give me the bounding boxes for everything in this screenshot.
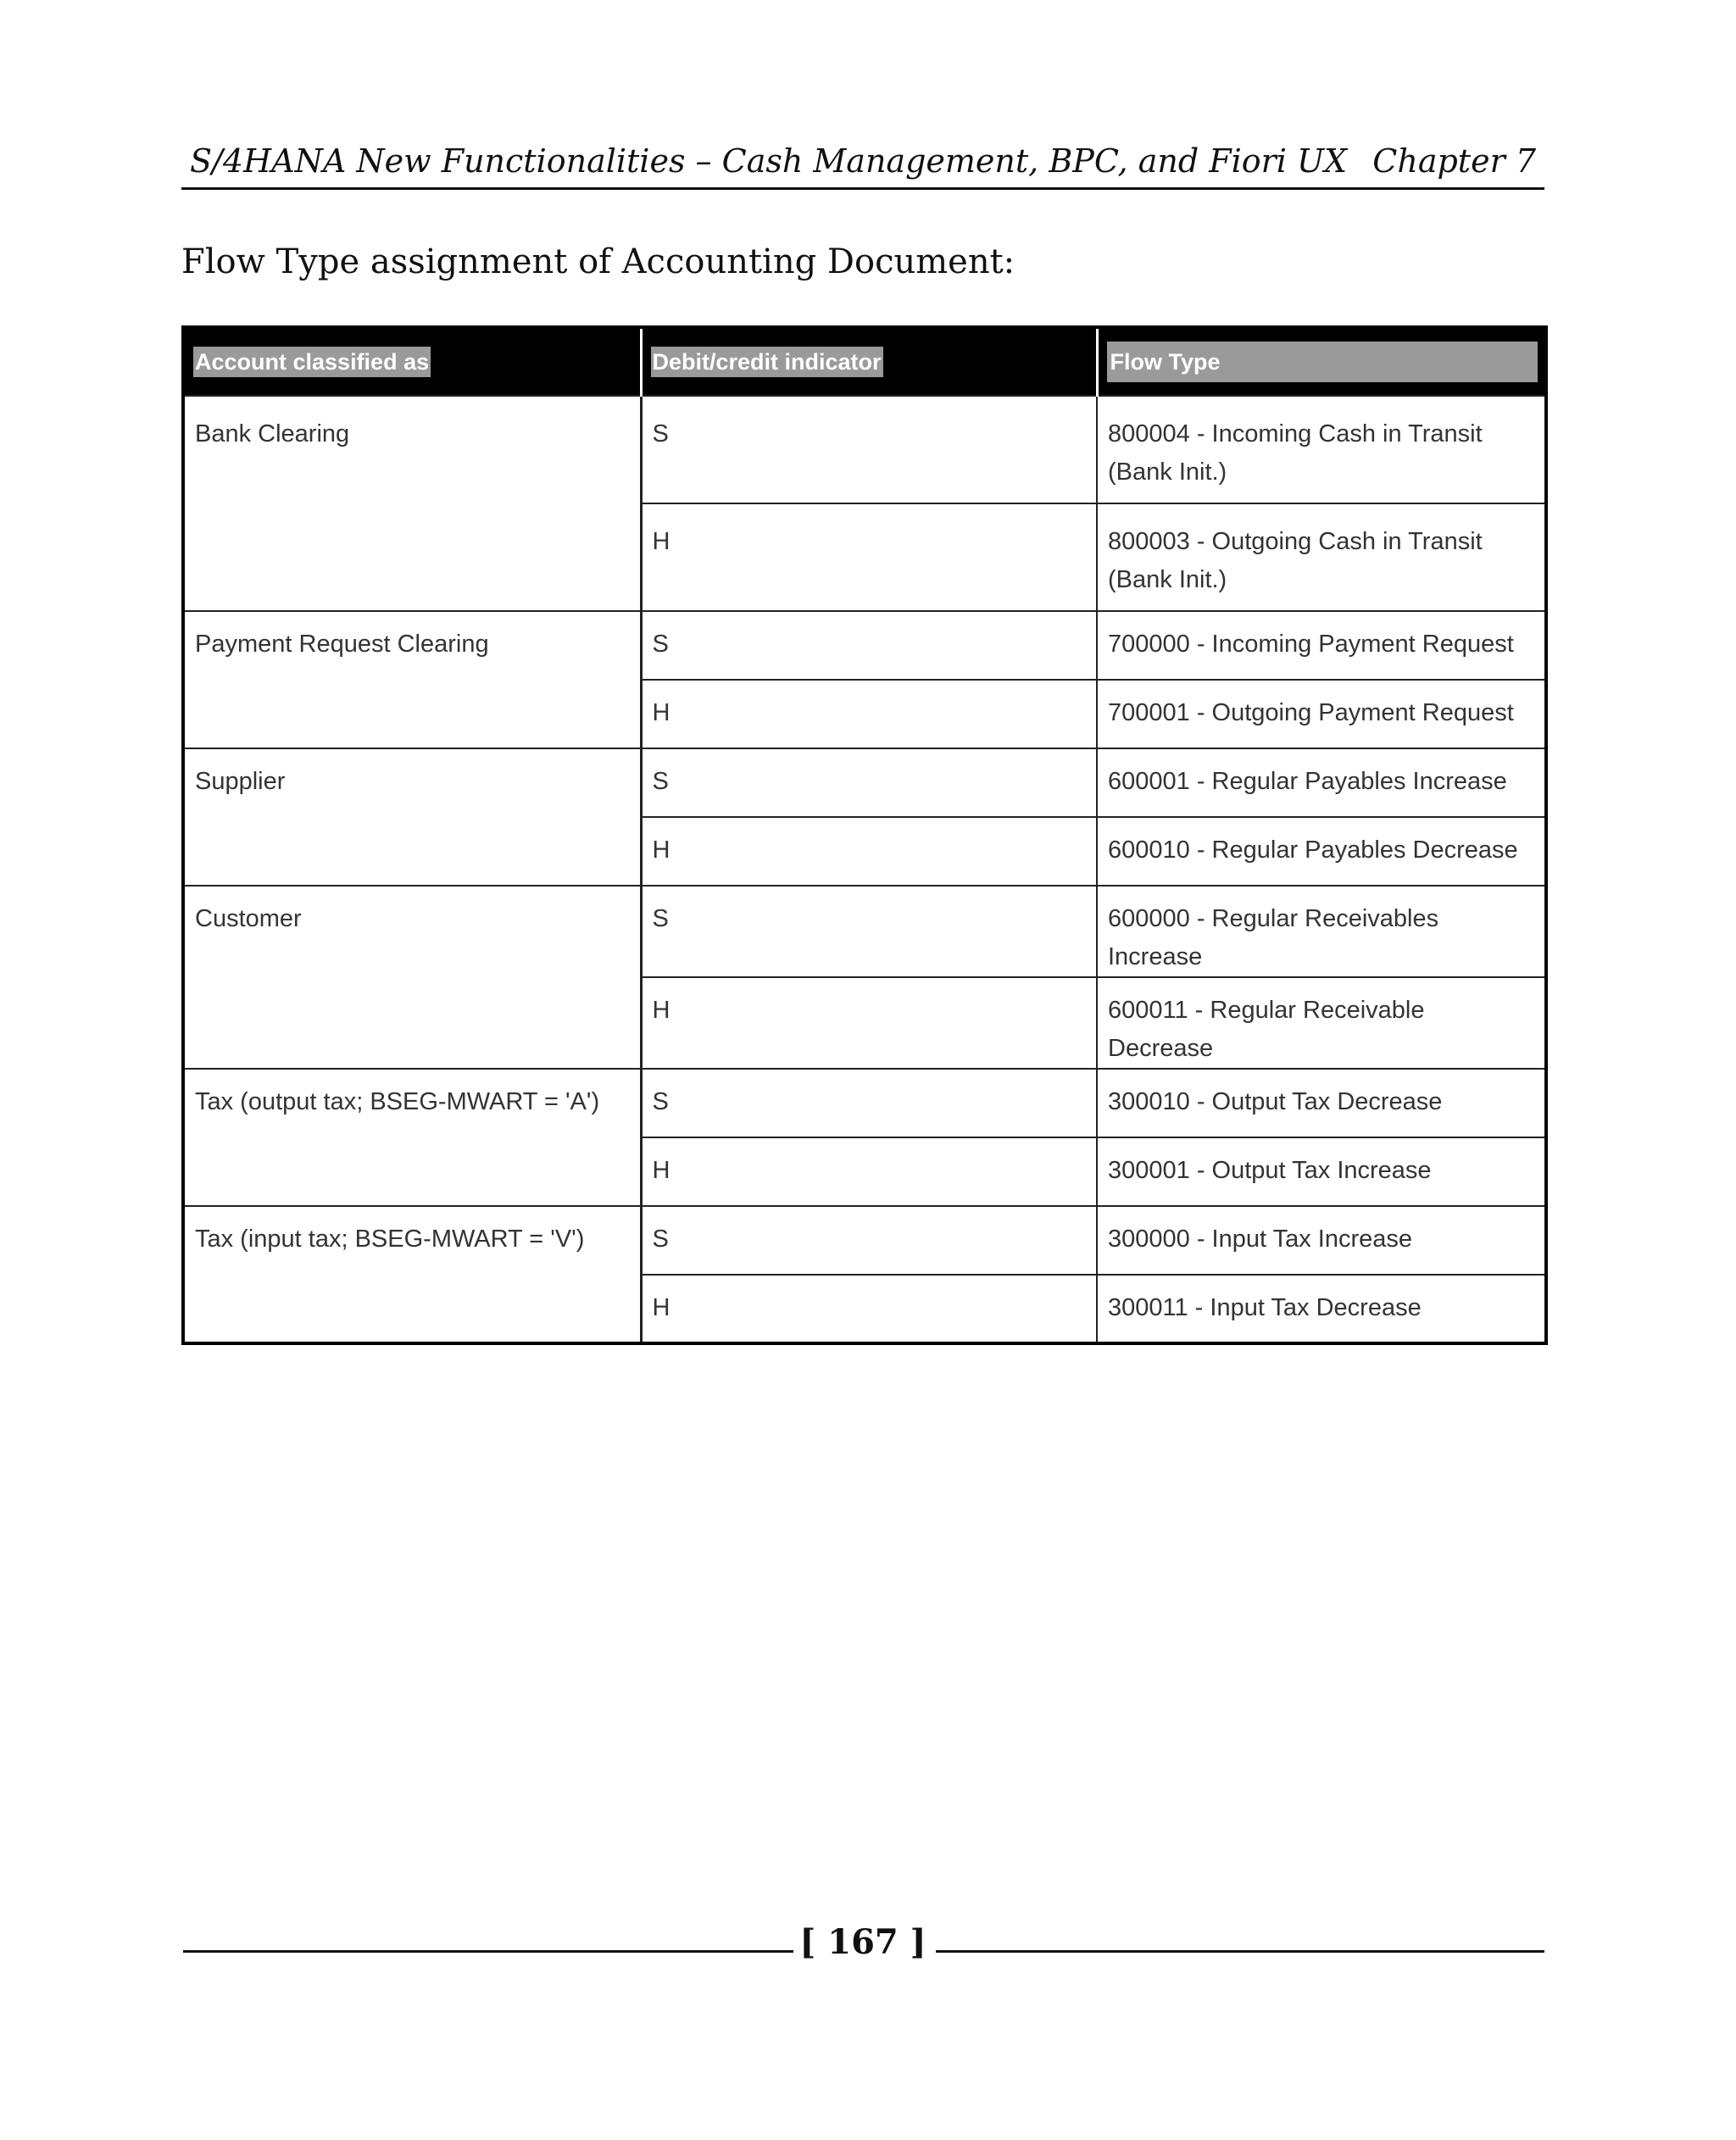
flow-type-cell: 300011 - Input Tax Decrease xyxy=(1097,1275,1546,1343)
flow-type-cell: 800003 - Outgoing Cash in Transit (Bank Init.) xyxy=(1097,503,1546,611)
indicator-cell: H xyxy=(641,817,1097,886)
indicator-cell: H xyxy=(641,1275,1097,1343)
account-cell: Supplier xyxy=(183,748,641,886)
account-cell: Bank Clearing xyxy=(183,396,641,611)
flow-type-cell: 600000 - Regular Receivables Increase xyxy=(1097,886,1546,977)
flow-type-cell: 700000 - Incoming Payment Request xyxy=(1097,611,1546,680)
indicator-cell: S xyxy=(641,396,1097,503)
account-cell: Payment Request Clearing xyxy=(183,611,641,748)
indicator-cell: H xyxy=(641,1137,1097,1206)
flow-type-cell: 300010 - Output Tax Decrease xyxy=(1097,1069,1546,1137)
chapter-label: Chapter 7 xyxy=(1372,142,1536,180)
flow-type-cell: 800004 - Incoming Cash in Transit (Bank Init.) xyxy=(1097,396,1546,503)
flow-type-cell: 600011 - Regular Receivable Decrease xyxy=(1097,977,1546,1069)
table-header-row xyxy=(183,327,1546,396)
column-header-flow-type: Flow Type xyxy=(1097,327,1546,396)
page-number: [ 167 ] xyxy=(799,1922,926,1962)
indicator-cell: S xyxy=(641,1069,1097,1137)
table-row xyxy=(183,748,1546,817)
page-footer xyxy=(181,1922,1544,1982)
running-header xyxy=(181,142,1544,190)
column-header-indicator: Debit/credit indicator xyxy=(641,327,1097,396)
flow-type-cell: 300001 - Output Tax Increase xyxy=(1097,1137,1546,1206)
table-row xyxy=(183,886,1546,977)
indicator-cell: S xyxy=(641,1206,1097,1275)
indicator-cell: S xyxy=(641,748,1097,817)
account-cell: Customer xyxy=(183,886,641,1069)
footer-rule-right xyxy=(936,1950,1544,1953)
indicator-cell: S xyxy=(641,611,1097,680)
indicator-cell: S xyxy=(641,886,1097,977)
table-row xyxy=(183,1206,1546,1275)
column-header-account: Account classified as xyxy=(183,327,641,396)
section-heading: Flow Type assignment of Accounting Document: xyxy=(181,242,1015,281)
flow-type-cell: 300000 - Input Tax Increase xyxy=(1097,1206,1546,1275)
flow-type-cell: 700001 - Outgoing Payment Request xyxy=(1097,680,1546,748)
indicator-cell: H xyxy=(641,680,1097,748)
table-row xyxy=(183,1069,1546,1137)
account-cell: Tax (input tax; BSEG-MWART = 'V') xyxy=(183,1206,641,1343)
flow-type-table xyxy=(181,325,1548,1345)
table-row xyxy=(183,611,1546,680)
book-title: S/4HANA New Functionalities – Cash Management, BPC, and Fiori UX xyxy=(190,142,1348,180)
indicator-cell: H xyxy=(641,977,1097,1069)
indicator-cell: H xyxy=(641,503,1097,611)
flow-type-cell: 600001 - Regular Payables Increase xyxy=(1097,748,1546,817)
table-row xyxy=(183,396,1546,503)
account-cell: Tax (output tax; BSEG-MWART = 'A') xyxy=(183,1069,641,1206)
flow-type-cell: 600010 - Regular Payables Decrease xyxy=(1097,817,1546,886)
